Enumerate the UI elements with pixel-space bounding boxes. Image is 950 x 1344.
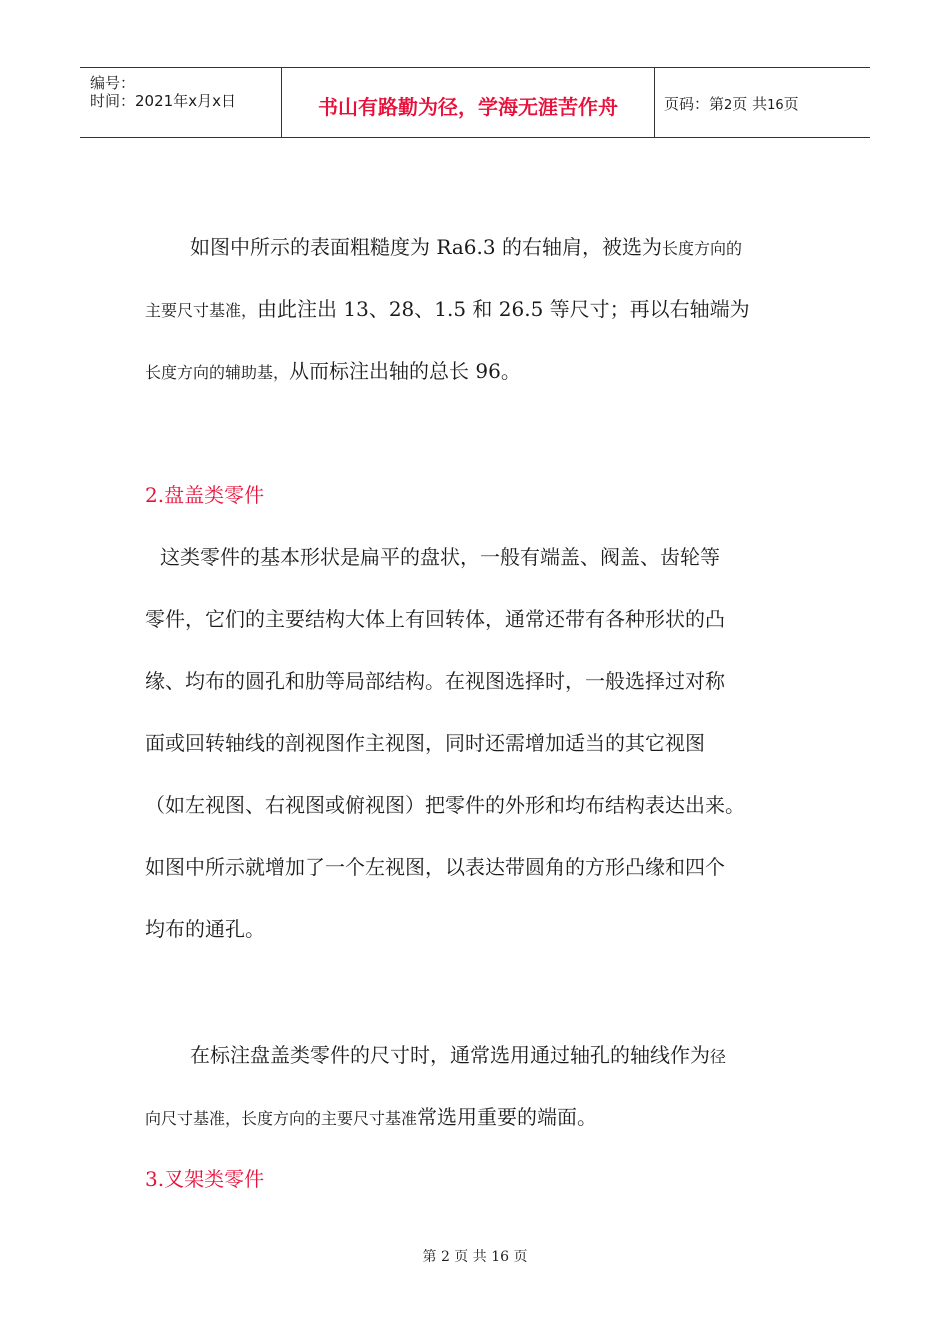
- para1-line1: [190, 235, 742, 261]
- para2-line: 这类零件的基本形状是扁平的盘状，一般有端盖、阀盖、齿轮等: [160, 545, 720, 569]
- para3-line1-text: 在标注盘盖类零件的尺寸时，通常选用通过轴孔的轴线作为: [190, 1043, 710, 1067]
- para3-line2-small: 向尺寸基准，长度方向的主要尺寸基准: [145, 1109, 418, 1128]
- page-footer: 第 2 页 共 16 页: [422, 1249, 528, 1265]
- para2-line: （如左视图、右视图或俯视图）把零件的外形和均布结构表达出来。: [145, 793, 745, 817]
- para3-line2-text: 常选用重要的端面。: [417, 1105, 598, 1129]
- motto: 书山有路勤为径，学海无涯苦作舟: [318, 95, 618, 119]
- page-total: 16: [767, 98, 784, 113]
- para1-line1-small: 长度方向的: [661, 239, 742, 258]
- para2-line: 缘、均布的圆孔和肋等局部结构。在视图选择时，一般选择过对称: [145, 669, 725, 693]
- para2-line: 均布的通孔。: [145, 917, 265, 941]
- section-heading-2: 2.盘盖类零件: [145, 483, 265, 507]
- header-motto-cell: [282, 68, 655, 137]
- para2-line: 零件，它们的主要结构大体上有回转体，通常还带有各种形状的凸: [145, 607, 725, 631]
- date-value: 2021年x月x日: [135, 92, 236, 110]
- para2-line: 如图中所示就增加了一个左视图，以表达带圆角的方形凸缘和四个: [145, 855, 725, 879]
- header-table: [80, 67, 870, 138]
- header-info-cell: [80, 68, 282, 137]
- para2-line: 面或回转轴线的剖视图作主视图，同时还需增加适当的其它视图: [145, 731, 705, 755]
- page-label: 页码：第: [664, 95, 725, 113]
- para1-line3-small: 长度方向的辅助基，: [145, 363, 290, 382]
- section-heading-3: 3.叉架类零件: [145, 1167, 265, 1191]
- number-label: 编号：: [90, 74, 136, 92]
- date-line: [90, 90, 236, 111]
- para1-line3: [145, 359, 521, 385]
- para1-line2-small: 主要尺寸基准，: [145, 301, 258, 320]
- para3-line1-small: 径: [710, 1047, 727, 1066]
- para3-line2: [145, 1105, 597, 1131]
- page-end: 页: [783, 95, 799, 113]
- page-mid: 页 共: [732, 95, 768, 113]
- para1-line2: [145, 297, 750, 323]
- date-label: 时间：: [90, 92, 136, 110]
- page-number: 2: [724, 98, 733, 113]
- para1-line3-text: 从而标注出轴的总长 96。: [289, 359, 521, 383]
- header-page-cell: [655, 68, 870, 137]
- page-indicator: [664, 93, 799, 114]
- para1-line2-text: 由此注出 13、28、1.5 和 26.5 等尺寸；再以右轴端为: [257, 297, 750, 321]
- para3-line1: [190, 1043, 726, 1069]
- para1-line1-text: 如图中所示的表面粗糙度为 Ra6.3 的右轴肩，被选为: [190, 235, 662, 259]
